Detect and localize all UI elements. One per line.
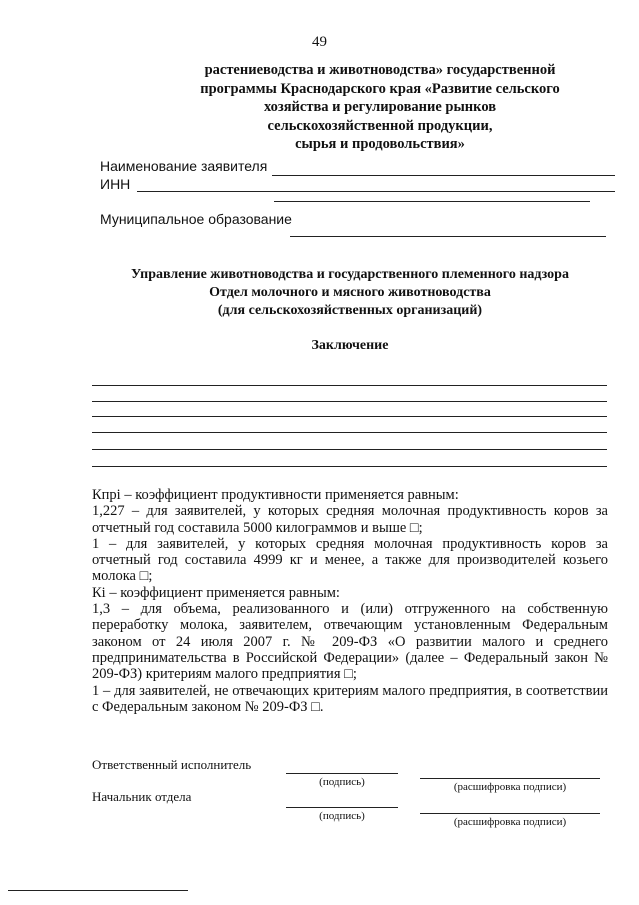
program-title (150, 61, 610, 154)
conclusion-title: Заключение (311, 338, 389, 353)
responsible-label: Ответственный исполнитель (92, 757, 252, 772)
department-line: (для сельскохозяйственных организаций) (217, 303, 483, 318)
responsible-signature-line[interactable] (286, 773, 398, 774)
page-number: 49 (312, 34, 327, 50)
head-label: Начальник отдела (92, 789, 192, 804)
head-signature-line[interactable] (286, 807, 398, 808)
paragraph: Кпрi – коэффициент продуктивности применяется равным: (92, 487, 459, 503)
paragraph: 1,227 – для заявителей, у которых средняя молочная продуктивность коров за отчетный год составила 5000 килограммов и выше □; (92, 503, 608, 536)
conclusion-line[interactable] (92, 449, 607, 450)
inn-extra-line (274, 201, 590, 202)
conclusion-line[interactable] (92, 466, 607, 467)
responsible-decode-line[interactable] (420, 778, 600, 779)
department-line: Отдел молочного и мясного животноводства (209, 285, 491, 300)
decode-caption: (расшифровка подписи) (453, 816, 567, 828)
program-title-line: растениеводства и животноводства» государственной (204, 62, 556, 78)
inn-label: ИНН (100, 176, 131, 192)
conclusion-line[interactable] (92, 432, 607, 433)
department-block (60, 266, 639, 320)
paragraph: 1 – для заявителей, не отвечающих критериям малого предприятия, в соответствии с Федеральным законом № 209-ФЗ □. (92, 682, 608, 715)
program-title-line: хозяйства и регулирование рынков (263, 99, 497, 115)
inn-field[interactable] (137, 191, 615, 192)
paragraph: Кi – коэффициент применяется равным: (92, 584, 340, 601)
head-decode-line[interactable] (420, 813, 600, 814)
municipality-label: Муниципальное образование (100, 211, 292, 227)
program-title-line: сырья и продовольствия» (295, 136, 465, 152)
coefficients-text (92, 487, 608, 715)
conclusion-line[interactable] (92, 416, 607, 417)
signature-caption: (подпись) (319, 776, 365, 788)
applicant-name-label: Наименование заявителя (100, 158, 268, 174)
applicant-name-field[interactable] (272, 175, 615, 176)
program-title-line: программы Краснодарского края «Развитие сельского (200, 80, 560, 97)
municipality-field[interactable] (290, 236, 606, 237)
signature-caption: (подпись) (319, 810, 365, 822)
paragraph: 1,3 – для объема, реализованного и (или) отгруженного на собственную переработку молока, заявителем, отвечающим установленным Федеральным законом от 24 июля 2007 г. № 209-ФЗ «О развитии малого и среднего предпринимательства в Российской Федерации» (далее – Федеральный закон № 209-ФЗ) критериям малого предприятия □; (92, 601, 608, 683)
paragraph: 1 – для заявителей, у которых средняя молочная продуктивность коров за отчетный год составила 4999 кг и менее, а также для производителей козьего молока □; (92, 535, 608, 585)
department-line: Управление животноводства и государственного племенного надзора (131, 267, 569, 282)
conclusion-line[interactable] (92, 385, 607, 386)
conclusion-line[interactable] (92, 401, 607, 402)
footnote-separator (8, 890, 188, 891)
program-title-line: сельскохозяйственной продукции, (267, 117, 493, 134)
decode-caption: (расшифровка подписи) (453, 781, 567, 793)
